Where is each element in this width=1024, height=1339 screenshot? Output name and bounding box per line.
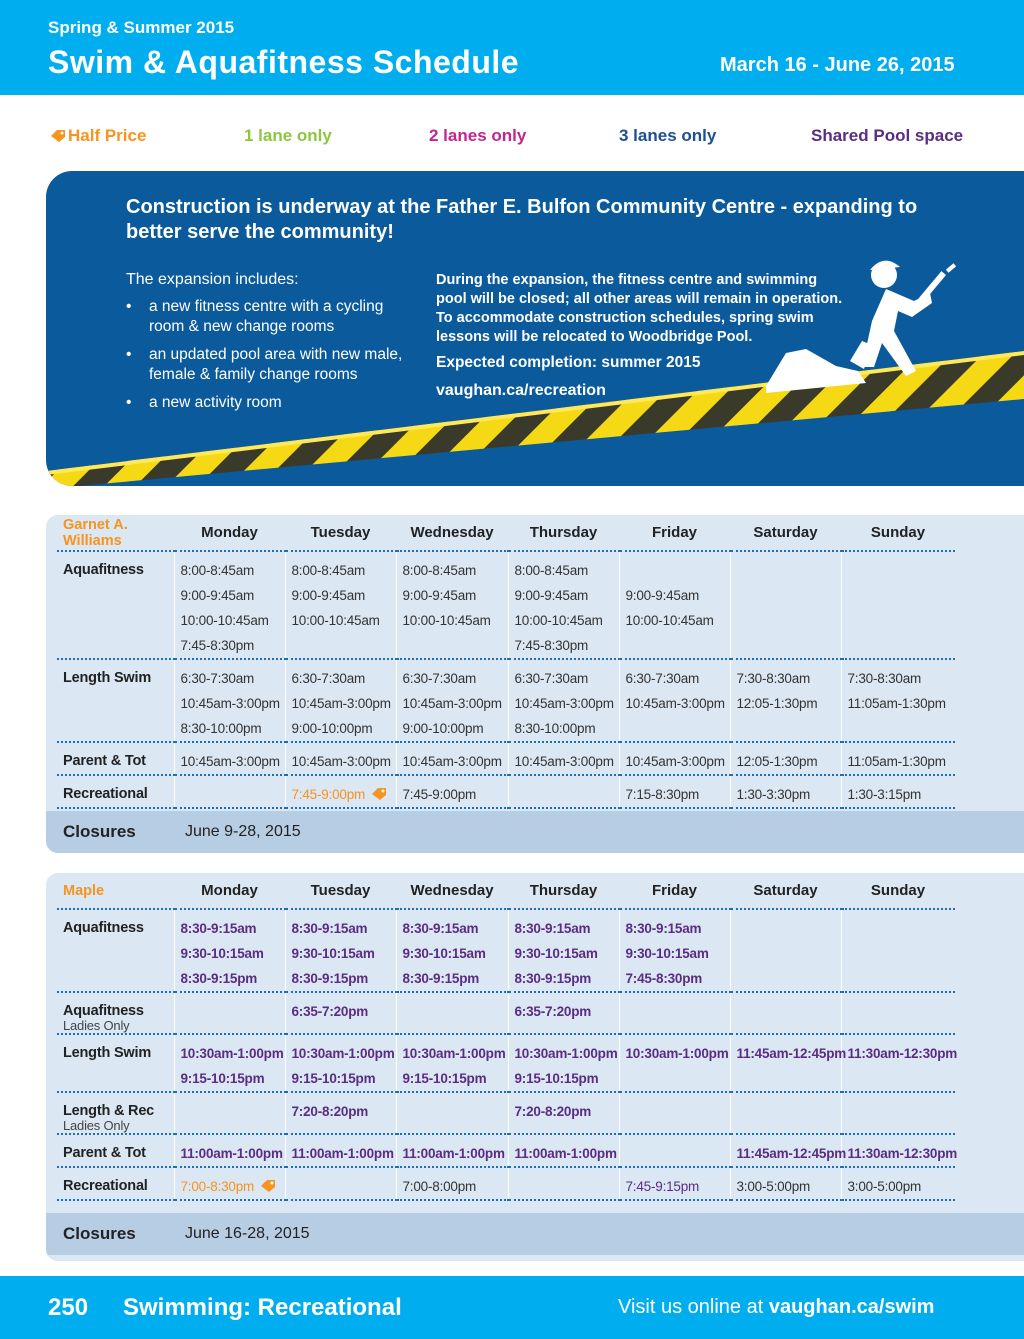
schedule-cell [841, 775, 955, 808]
schedule-cell [841, 992, 955, 1034]
time-slot: 8:30-10:00pm [514, 721, 596, 736]
maple-schedule-body [57, 909, 958, 1200]
time-slot: 9:00-9:45am [625, 588, 700, 603]
schedule-cell [396, 775, 508, 808]
time-slot: 9:00-9:45am [514, 588, 589, 603]
time-slot: 9:00-10:00pm [402, 721, 484, 736]
schedule-cell [174, 1034, 285, 1092]
time-slot: 9:00-9:45am [180, 588, 255, 603]
time-slot: 7:30-8:30am [736, 671, 811, 686]
schedule-cell [619, 1134, 730, 1167]
schedule-cell [285, 1134, 396, 1167]
schedule-cell [619, 1092, 730, 1134]
activity-name: Parent & Tot [57, 742, 174, 775]
recreation-link[interactable]: vaughan.ca/recreation [436, 382, 606, 399]
schedule-cell [841, 551, 955, 659]
legend-two-lanes: 2 lanes only [429, 126, 527, 145]
banner-headline: Construction is underway at the Father E. Bulfon Community Centre - expanding to better serve the community! [126, 196, 918, 243]
schedule-cell [619, 1034, 730, 1092]
price-tag-icon [371, 787, 387, 801]
time-slot: 7:45-9:00pm [292, 782, 396, 807]
time-slot: 9:30-10:15am [180, 946, 264, 961]
schedule-cell [508, 1167, 619, 1200]
schedule-cell [396, 909, 508, 992]
garnet-closures [46, 811, 1024, 853]
time-slot: 1:30-3:30pm [736, 787, 811, 802]
time-slot: 10:45am-3:00pm [180, 696, 280, 711]
schedule-cell [508, 775, 619, 808]
time-slot: 8:30-9:15am [625, 921, 702, 936]
schedule-cell [841, 1167, 955, 1200]
page-number: 250 [48, 1294, 89, 1321]
legend-half-price: Half Price [50, 126, 146, 146]
schedule-row-length-swim [57, 1034, 955, 1092]
time-slot: 9:00-9:45am [402, 588, 477, 603]
time-slot: 7:00-8:00pm [402, 1179, 477, 1194]
schedule-cell [396, 992, 508, 1034]
time-slot: 7:20-8:20pm [291, 1104, 369, 1119]
time-slot: 10:30am-1:00pm [625, 1046, 729, 1061]
activity-name: Recreational [57, 1167, 174, 1200]
time-slot: 7:20-8:20pm [514, 1104, 592, 1119]
time-slot: 9:00-9:45am [291, 588, 366, 603]
garnet-schedule-body [57, 551, 955, 808]
time-slot: 11:00am-1:00pm [180, 1146, 283, 1161]
maple-schedule [46, 873, 1024, 1261]
expansion-item: • an updated pool area with new male, female & family change rooms [126, 345, 416, 385]
day-header: Friday [619, 873, 730, 909]
schedule-cell [174, 659, 285, 742]
schedule-cell [285, 551, 396, 659]
season-label: Spring & Summer 2015 [48, 18, 235, 37]
schedule-cell [396, 1167, 508, 1200]
time-slot: 11:00am-1:00pm [291, 1146, 394, 1161]
time-slot: 7:45-8:30pm [514, 638, 589, 653]
time-slot: 11:30am-12:30pm [847, 1046, 958, 1061]
activity-name: Length & Rec Ladies Only [57, 1092, 174, 1134]
schedule-cell [396, 1134, 508, 1167]
schedule-cell [174, 775, 285, 808]
time-slot: 7:15-8:30pm [625, 787, 700, 802]
expansion-item: • a new fitness centre with a cycling room & new change rooms [126, 297, 416, 337]
schedule-cell [508, 992, 619, 1034]
time-slot: 10:45am-3:00pm [291, 696, 391, 711]
day-header: Friday [619, 515, 730, 551]
legend-shared-pool: Shared Pool space [811, 126, 964, 145]
time-slot: 7:45-9:15pm [625, 1179, 700, 1194]
schedule-row-aquafitness [57, 551, 955, 659]
time-slot: 8:00-8:45am [402, 563, 477, 578]
schedule-cell [396, 1034, 508, 1092]
closures-dates: June 16-28, 2015 [185, 1225, 310, 1242]
schedule-cell [285, 1167, 396, 1200]
schedule-row-parent-and-tot [57, 742, 955, 775]
time-slot: 10:45am-3:00pm [402, 754, 502, 769]
schedule-row-aquafitness-ladies-only [57, 992, 955, 1034]
time-slot: 8:30-9:15pm [291, 971, 369, 986]
activity-restriction: Ladies Only [63, 1118, 130, 1133]
schedule-cell [174, 1167, 285, 1200]
schedule-cell [841, 742, 955, 775]
page-title: Swim & Aquafitness Schedule [48, 44, 520, 80]
schedule-cell [174, 1092, 285, 1134]
schedule-row-parent-and-tot [57, 1134, 955, 1167]
schedule-cell [508, 1092, 619, 1134]
schedule-cell [285, 742, 396, 775]
activity-name: Parent & Tot [57, 1134, 174, 1167]
time-slot: 9:30-10:15am [291, 946, 375, 961]
time-slot: 9:15-10:15pm [180, 1071, 265, 1086]
closures-dates: June 9-28, 2015 [185, 823, 301, 840]
schedule-row-length-swim [57, 659, 955, 742]
time-slot: 11:00am-1:00pm [514, 1146, 617, 1161]
legend-three-lanes: 3 lanes only [619, 126, 717, 145]
schedule-cell [730, 1134, 847, 1167]
time-slot: 8:00-8:45am [180, 563, 255, 578]
schedule-cell [174, 551, 285, 659]
schedule-cell [730, 1092, 841, 1134]
day-header: Wednesday [396, 873, 508, 909]
schedule-cell [841, 659, 955, 742]
time-slot: 10:30am-1:00pm [514, 1046, 618, 1061]
time-slot: 10:30am-1:00pm [291, 1046, 395, 1061]
banner-notice: During the expansion, the fitness centre and swimming pool will be closed; all other areas will remain in operation. To accommodate construction schedules, spring swim lessons will be relocated to Woodbridge Pool. [436, 272, 843, 345]
time-slot: 6:30-7:30am [402, 671, 477, 686]
time-slot: 10:45am-3:00pm [291, 754, 391, 769]
time-slot: 9:30-10:15am [625, 946, 709, 961]
activity-name: Aquafitness [57, 909, 174, 992]
schedule-cell [619, 1167, 730, 1200]
time-slot: 10:30am-1:00pm [180, 1046, 284, 1061]
time-slot: 10:00-10:45am [180, 613, 269, 628]
legend-one-lane: 1 lane only [244, 126, 332, 145]
time-slot: 10:30am-1:00pm [402, 1046, 506, 1061]
day-header: Tuesday [285, 873, 396, 909]
time-slot: 8:30-9:15pm [514, 971, 592, 986]
day-header: Saturday [730, 873, 841, 909]
time-slot: 11:05am-1:30pm [847, 754, 946, 769]
time-slot: 8:30-9:15am [514, 921, 591, 936]
activity-name: Recreational [57, 775, 174, 808]
price-tag-icon [260, 1179, 276, 1193]
activity-name: Aquafitness Ladies Only [57, 992, 174, 1034]
page-footer [0, 1276, 1024, 1339]
schedule-cell [619, 551, 730, 659]
time-slot: 6:35-7:20pm [291, 1004, 369, 1019]
schedule-cell [508, 659, 619, 742]
time-slot: 7:45-9:00pm [402, 787, 477, 802]
time-slot: 10:45am-3:00pm [514, 696, 614, 711]
schedule-row-recreational [57, 1167, 955, 1200]
time-slot: 11:05am-1:30pm [847, 696, 946, 711]
time-slot: 8:30-10:00pm [180, 721, 262, 736]
time-slot: 10:45am-3:00pm [180, 754, 280, 769]
schedule-cell [508, 909, 619, 992]
garnet-schedule-table [57, 515, 955, 809]
schedule-dates: March 16 - June 26, 2015 [720, 54, 955, 76]
schedule-cell [174, 1134, 285, 1167]
closures-label: Closures [63, 822, 136, 841]
activity-name: Length Swim [57, 1034, 174, 1092]
time-slot: 8:00-8:45am [291, 563, 366, 578]
schedule-cell [730, 1167, 841, 1200]
time-slot: 8:30-9:15am [402, 921, 479, 936]
schedule-cell [730, 742, 841, 775]
activity-name: Length Swim [57, 659, 174, 742]
schedule-row-aquafitness [57, 909, 955, 992]
schedule-cell [508, 551, 619, 659]
day-header: Saturday [730, 515, 841, 551]
time-slot: 11:00am-1:00pm [402, 1146, 505, 1161]
closures-label: Closures [63, 1224, 136, 1243]
time-slot: 12:05-1:30pm [736, 754, 818, 769]
time-slot: 10:45am-3:00pm [514, 754, 614, 769]
activity-name: Aquafitness [57, 551, 174, 659]
schedule-cell [508, 1134, 619, 1167]
activity-restriction: Ladies Only [63, 1018, 130, 1033]
schedule-cell [285, 775, 396, 808]
day-header: Sunday [841, 515, 955, 551]
time-slot: 6:35-7:20pm [514, 1004, 592, 1019]
schedule-cell [285, 659, 396, 742]
day-header: Thursday [508, 515, 619, 551]
schedule-cell [841, 1134, 958, 1167]
schedule-cell [730, 775, 841, 808]
time-slot: 8:30-9:15am [180, 921, 257, 936]
time-slot: 8:30-9:15am [291, 921, 368, 936]
day-header: Monday [174, 515, 285, 551]
schedule-cell [619, 992, 730, 1034]
schedule-cell [285, 992, 396, 1034]
time-slot: 9:15-10:15pm [291, 1071, 376, 1086]
schedule-row-length-and-rec-ladies-only [57, 1092, 955, 1134]
schedule-cell [396, 1092, 508, 1134]
time-slot: 9:30-10:15am [514, 946, 598, 961]
schedule-cell [619, 909, 730, 992]
schedule-cell [285, 909, 396, 992]
time-slot: 7:45-8:30pm [625, 971, 703, 986]
day-header: Sunday [841, 873, 955, 909]
schedule-cell [619, 742, 730, 775]
expansion-list [126, 297, 416, 421]
time-slot: 6:30-7:30am [514, 671, 589, 686]
time-slot: 9:15-10:15pm [514, 1071, 599, 1086]
schedule-cell [285, 1034, 396, 1092]
schedule-cell [396, 659, 508, 742]
garnet-schedule [46, 515, 1024, 853]
time-slot: 7:45-8:30pm [180, 638, 255, 653]
time-slot: 11:45am-12:45pm [736, 1046, 847, 1061]
time-slot: 12:05-1:30pm [736, 696, 818, 711]
schedule-cell [730, 909, 841, 992]
day-header: Tuesday [285, 515, 396, 551]
time-slot: 3:00-5:00pm [736, 1179, 811, 1194]
schedule-cell [619, 775, 730, 808]
time-slot [626, 558, 730, 583]
schedule-cell [730, 1034, 847, 1092]
time-slot: 10:45am-3:00pm [625, 754, 725, 769]
time-slot: 10:00-10:45am [291, 613, 380, 628]
legend [0, 124, 1024, 152]
time-slot: 11:45am-12:45pm [736, 1146, 847, 1161]
time-slot: 8:30-9:15pm [180, 971, 258, 986]
location-name: Maple [57, 873, 174, 909]
time-slot: 10:45am-3:00pm [402, 696, 502, 711]
day-header: Thursday [508, 873, 619, 909]
location-name: Garnet A. Williams [57, 515, 174, 551]
expansion-item: • a new activity room [126, 393, 416, 413]
time-slot: 3:00-5:00pm [847, 1179, 922, 1194]
time-slot: 10:00-10:45am [625, 613, 714, 628]
time-slot: 1:30-3:15pm [847, 787, 922, 802]
section-title: Swimming: Recreational [123, 1294, 402, 1321]
day-header: Wednesday [396, 515, 508, 551]
construction-banner [46, 171, 1024, 486]
schedule-cell [730, 992, 841, 1034]
schedule-cell [730, 659, 841, 742]
time-slot: 6:30-7:30am [625, 671, 700, 686]
schedule-cell [285, 1092, 396, 1134]
time-slot: 8:00-8:45am [514, 563, 589, 578]
time-slot: 7:30-8:30am [847, 671, 922, 686]
schedule-cell [841, 909, 955, 992]
schedule-cell [174, 992, 285, 1034]
time-slot: 6:30-7:30am [291, 671, 366, 686]
schedule-cell [841, 1034, 958, 1092]
maple-closures [46, 1213, 1024, 1255]
schedule-cell [508, 1034, 619, 1092]
time-slot: 6:30-7:30am [180, 671, 255, 686]
page-header [0, 0, 1024, 95]
schedule-cell [174, 909, 285, 992]
schedule-cell [619, 659, 730, 742]
visit-online: Visit us online at vaughan.ca/swim [618, 1296, 935, 1318]
schedule-cell [730, 551, 841, 659]
time-slot: 9:15-10:15pm [402, 1071, 487, 1086]
schedule-cell [174, 742, 285, 775]
price-tag-icon [50, 129, 66, 143]
time-slot: 9:30-10:15am [402, 946, 486, 961]
schedule-row-recreational [57, 775, 955, 808]
time-slot: 8:30-9:15pm [402, 971, 480, 986]
schedule-cell [396, 551, 508, 659]
time-slot: 9:00-10:00pm [291, 721, 373, 736]
banner-completion: Expected completion: summer 2015 [436, 354, 701, 371]
time-slot: 7:00-8:30pm [181, 1174, 285, 1199]
time-slot: 10:00-10:45am [402, 613, 491, 628]
swim-link[interactable]: vaughan.ca/swim [768, 1296, 935, 1318]
schedule-cell [396, 742, 508, 775]
banner-includes-label: The expansion includes: [126, 271, 299, 288]
schedule-cell [508, 742, 619, 775]
day-header: Monday [174, 873, 285, 909]
maple-schedule-table [57, 873, 958, 1201]
time-slot: 11:30am-12:30pm [847, 1146, 958, 1161]
time-slot: 10:00-10:45am [514, 613, 603, 628]
schedule-cell [841, 1092, 955, 1134]
time-slot: 10:45am-3:00pm [625, 696, 725, 711]
